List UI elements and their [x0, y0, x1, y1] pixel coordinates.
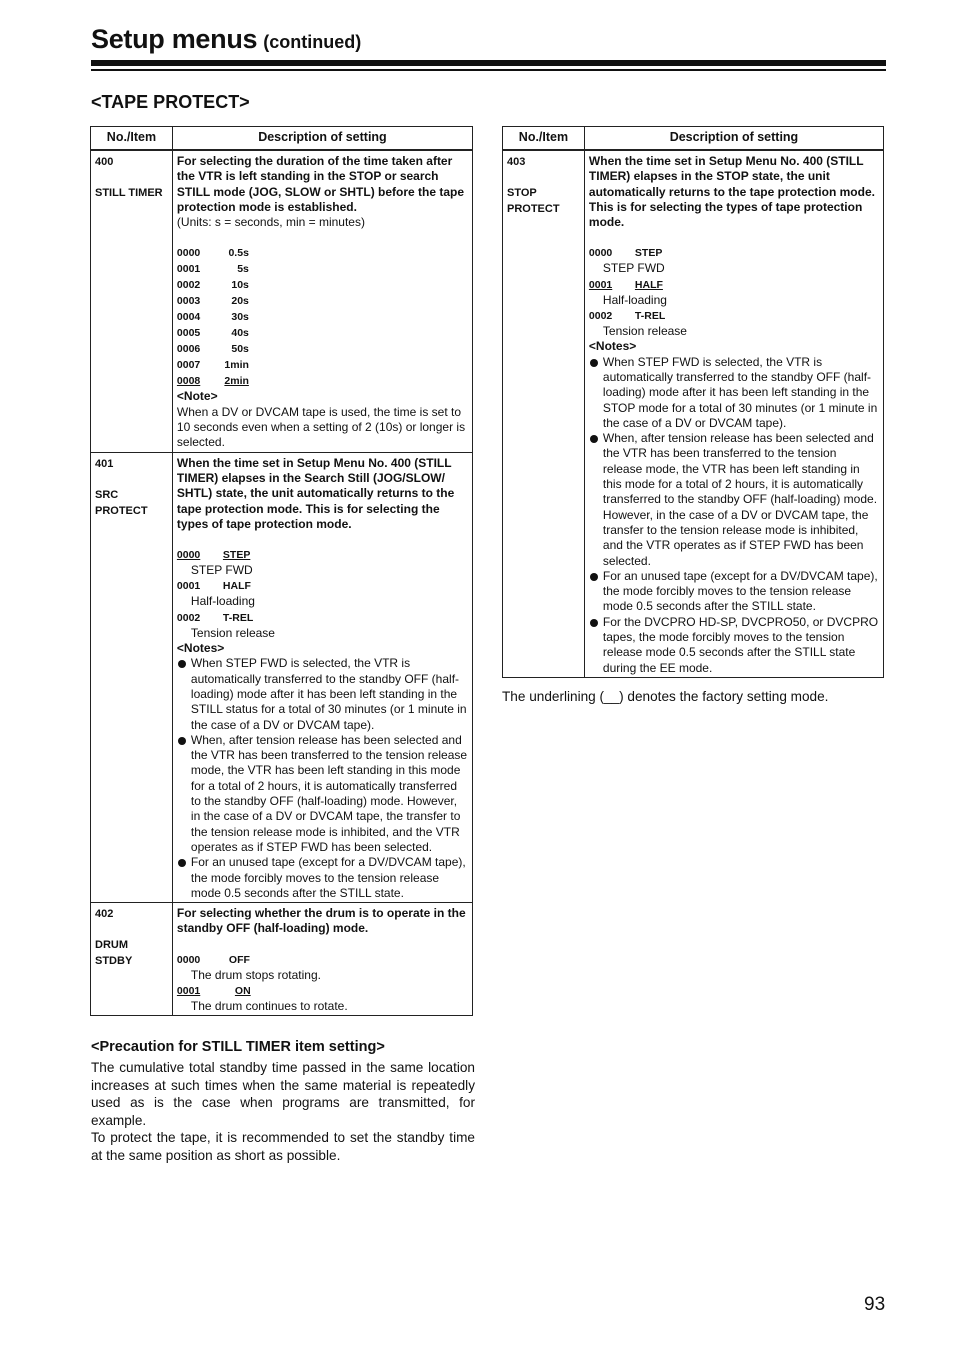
option-line: 0002 T-REL	[588, 310, 666, 323]
precaution-section	[91, 1039, 475, 1165]
option-desc: The drum stops rotating.	[190, 967, 321, 982]
option-line: 0000 OFF	[176, 953, 250, 966]
item-name: STOP PROTECT	[507, 187, 560, 215]
table-row	[91, 903, 473, 1016]
row-item-cell	[91, 150, 173, 452]
option-desc: Tension release	[190, 625, 275, 640]
col-header-desc: Description of setting	[584, 127, 883, 151]
setting-lead-text: For selecting whether the drum is to operate in the standby OFF (half-loading) mode.	[176, 906, 466, 936]
note-bullet: When STEP FWD is selected, the VTR is automatically transferred to the standby OFF (half-loading) mode after it has been left standing in the STILL status for a total of 30 minutes (or 1 minute in the case of a DV or DVCAM tape).	[177, 656, 468, 732]
table-row	[91, 150, 473, 452]
option-desc: Tension release	[602, 324, 687, 339]
notes-heading: <Notes>	[176, 641, 225, 656]
left-settings-table	[90, 126, 473, 1016]
option-line: 0005 40s	[176, 327, 249, 340]
option-line-default: 0001 HALF	[588, 278, 663, 291]
note-bullet: For an unused tape (except for a DV/DVCAM tape), the mode forcibly moves to the tension release mode 0.5 seconds after the STILL state.	[177, 855, 468, 901]
option-desc: STEP FWD	[190, 563, 253, 578]
item-number: 403	[507, 156, 526, 168]
table-row	[91, 452, 473, 902]
option-desc: STEP FWD	[602, 261, 665, 276]
option-desc: The drum continues to rotate.	[190, 998, 348, 1013]
precaution-paragraph: To protect the tape, it is recommended to set the standby time at the same position as short as possible.	[91, 1130, 475, 1163]
row-desc-cell	[172, 452, 472, 902]
option-line-default: 0008 2min	[176, 375, 249, 388]
setting-lead-text: For selecting the duration of the time taken after the VTR is left standing in the STOP or search STILL mode (JOG, SLOW or SHTL) before the tape protection mode is established.	[176, 154, 465, 214]
option-line: 0002 10s	[176, 279, 249, 292]
option-line: 0001 5s	[176, 263, 249, 276]
item-name: SRC PROTECT	[95, 488, 148, 517]
units-text: (Units: s = seconds, min = minutes)	[176, 215, 365, 230]
item-number: 400	[95, 156, 114, 168]
page-number: 93	[864, 1294, 886, 1315]
item-number: 402	[95, 908, 114, 921]
row-item-cell	[91, 452, 173, 902]
row-item-cell	[503, 150, 585, 677]
factory-setting-footnote: The underlining (__) denotes the factory setting mode.	[502, 689, 829, 704]
item-name: STILL TIMER	[95, 187, 163, 199]
note-heading: <Note>	[176, 389, 218, 404]
row-desc-cell	[172, 903, 472, 1016]
option-line-default: 0001 ON	[176, 984, 251, 997]
col-header-item: No./Item	[503, 127, 585, 151]
setting-lead-text: When the time set in Setup Menu No. 400 (STILL TIMER) elapses in the Search Still (JOG/SLOW/ SHTL) state, the unit automatically returns to the tape protection mode. This is for selecting the types of tape protection mode.	[176, 455, 455, 531]
option-line: 0006 50s	[176, 343, 249, 356]
option-desc: Half-loading	[190, 594, 255, 609]
section-title: <TAPE PROTECT>	[91, 92, 250, 112]
option-line-default: 0000 STEP	[176, 549, 251, 562]
row-item-cell	[91, 903, 173, 1016]
note-text: When a DV or DVCAM tape is used, the time is set to 10 seconds even when a setting of 2 (10s) or longer is selected.	[176, 404, 466, 450]
note-bullet: For the DVCPRO HD-SP, DVCPRO50, or DVCPRO tapes, the mode forcibly moves to the tension release mode 0.5 seconds after the STILL state during the EE mode.	[589, 615, 879, 676]
header-rule-thin	[91, 69, 886, 71]
page-title: Setup menus	[91, 24, 258, 54]
notes-heading: <Notes>	[588, 339, 637, 354]
precaution-paragraph: The cumulative total standby time passed in the same location increases at such times when the same material is repeatedly used as is the case when programs are transmitted, for example.	[91, 1060, 475, 1128]
note-bullet: For an unused tape (except for a DV/DVCAM tape), the mode forcibly moves to the tension release mode 0.5 seconds after the STILL state.	[589, 569, 879, 615]
note-bullet: When, after tension release has been selected and the VTR has been transferred to the tension release mode, the VTR has been left standing in this mode for a total of 2 hours, it is automatically transferred to the standby OFF (half-loading) mode. However, in the case of a DV or DVCAM tape, the transfer to the tension release mode is inhibited, and the VTR operates as if STEP FWD has been selected.	[177, 733, 468, 855]
option-line: 0000 STEP	[588, 247, 663, 260]
option-line: 0003 20s	[176, 295, 249, 308]
option-line: 0007 1min	[176, 359, 249, 372]
option-line: 0002 T-REL	[176, 611, 254, 624]
page-header	[91, 24, 886, 55]
option-line: 0004 30s	[176, 311, 249, 324]
setting-lead-text: When the time set in Setup Menu No. 400 (STILL TIMER) elapses in the STOP state, the unit automatically returns to the tape protection mode. This is for selecting the types of tape protection mode.	[588, 154, 875, 230]
table-row	[503, 150, 884, 677]
option-line: 0000 0.5s	[176, 247, 249, 260]
option-line: 0001 HALF	[176, 580, 251, 593]
row-desc-cell	[172, 150, 472, 452]
note-bullet: When STEP FWD is selected, the VTR is automatically transferred to the standby OFF (half-loading) mode after it has been left standing in the STOP mode for a total of 30 minutes (or 1 minute in the case of a DV or DVCAM tape).	[589, 355, 879, 431]
row-desc-cell	[584, 150, 883, 677]
header-rule-thick	[91, 60, 886, 66]
item-name: DRUM STDBY	[95, 939, 133, 968]
item-number: 401	[95, 457, 114, 470]
page-title-continued: (continued)	[263, 32, 362, 52]
col-header-item: No./Item	[91, 127, 173, 151]
precaution-heading: <Precaution for STILL TIMER item setting>	[91, 1039, 385, 1055]
note-bullet: When, after tension release has been selected and the VTR has been transferred to the tension release mode, the VTR has been left standing in this mode for a total of 2 hours, it is automatically transferred to the standby OFF (half-loading) mode. However, in the case of a DV or DVCAM tape, the transfer to the tension release mode is inhibited, and the VTR operates as if STEP FWD has been selected.	[589, 431, 879, 569]
col-header-desc: Description of setting	[172, 127, 472, 151]
right-settings-table	[502, 126, 884, 678]
option-desc: Half-loading	[602, 292, 667, 307]
